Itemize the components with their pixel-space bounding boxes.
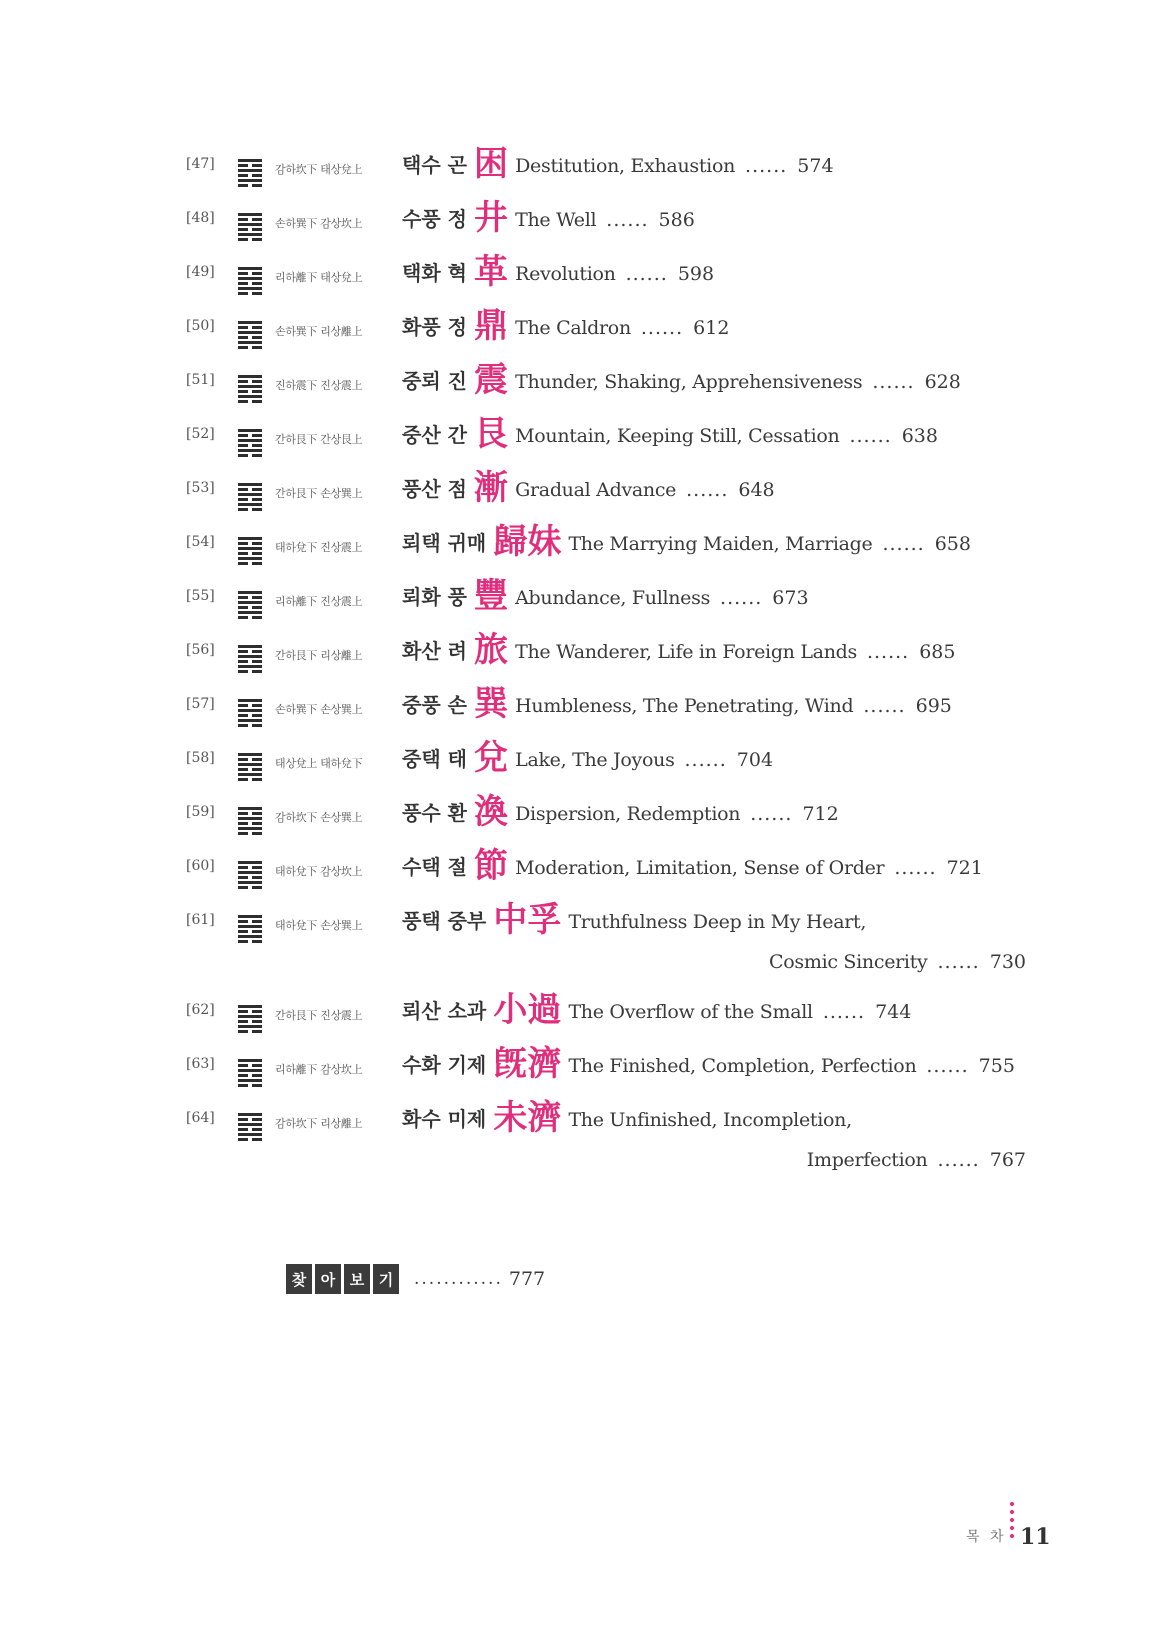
english-title: Humbleness, The Penetrating, Wind [515, 695, 854, 717]
page-number: 755 [978, 1055, 1015, 1077]
hanja-character: 豐 [474, 576, 509, 616]
trigram-label: 간하艮下 진상震上 [275, 1009, 363, 1022]
korean-name: 수화 기제 [402, 1053, 487, 1077]
english-title: The Marrying Maiden, Marriage [568, 533, 873, 555]
hexagram-icon [238, 266, 262, 296]
index-leader-dots: ............ [414, 1269, 503, 1289]
korean-name: 택수 곤 [402, 153, 467, 177]
page-number: 744 [875, 1001, 912, 1023]
korean-name: 중뢰 진 [402, 369, 467, 393]
entry-number: [60] [186, 858, 215, 874]
entry-number: [51] [186, 372, 215, 388]
page-number: 712 [802, 803, 839, 825]
english-title: Lake, The Joyous [515, 749, 675, 771]
korean-name: 뢰택 귀매 [402, 531, 487, 555]
english-title: Gradual Advance [515, 479, 677, 501]
english-title: Abundance, Fullness [515, 587, 711, 609]
leader-dots: ...... [863, 695, 906, 717]
toc-entry[interactable] [186, 1098, 1026, 1194]
korean-name: 수풍 정 [402, 207, 467, 231]
hexagram-icon [238, 1058, 262, 1088]
hanja-character: 渙 [474, 792, 509, 832]
leader-dots: ...... [926, 1055, 969, 1077]
page-number: 648 [738, 479, 775, 501]
trigram-label: 리하離下 태상兌上 [275, 271, 363, 284]
entry-number: [48] [186, 210, 215, 226]
page-number: 704 [736, 749, 774, 771]
index-char-1: 찾 [286, 1264, 312, 1294]
index-char-2: 아 [315, 1264, 341, 1294]
hexagram-icon [238, 806, 262, 836]
english-title: The Caldron [515, 317, 631, 339]
index-char-4: 기 [373, 1264, 399, 1294]
trigram-label: 감하坎下 손상巽上 [275, 811, 363, 824]
hexagram-icon [238, 860, 262, 890]
hexagram-icon [238, 1112, 262, 1142]
entry-number: [49] [186, 264, 215, 280]
toc-entry[interactable] [186, 630, 1026, 690]
hexagram-icon [238, 644, 262, 674]
hexagram-icon [238, 590, 262, 620]
entry-number: [56] [186, 642, 215, 658]
trigram-label: 태상兌上 태하兌下 [275, 757, 363, 770]
entry-number: [50] [186, 318, 215, 334]
korean-name: 뢰산 소과 [402, 999, 487, 1023]
trigram-label: 간하艮下 리상離上 [275, 649, 363, 662]
page-number: 767 [989, 1149, 1026, 1171]
trigram-label: 손하巽下 감상坎上 [275, 217, 363, 230]
trigram-label: 태하兌下 감상坎上 [275, 865, 363, 878]
english-title: The Unfinished, Incompletion, [568, 1109, 852, 1131]
hanja-character: 震 [474, 360, 509, 400]
entry-number: [54] [186, 534, 215, 550]
english-title: Thunder, Shaking, Apprehensiveness [515, 371, 863, 393]
english-title: The Wanderer, Life in Foreign Lands [515, 641, 857, 663]
entry-number: [52] [186, 426, 215, 442]
toc-entry[interactable] [186, 738, 1026, 798]
toc-entry[interactable] [186, 846, 1026, 906]
trigram-label: 감하坎下 태상兌上 [275, 163, 363, 176]
english-title: Revolution [515, 263, 616, 285]
toc-entry[interactable] [186, 198, 1026, 258]
entry-number: [47] [186, 156, 215, 172]
korean-name: 화수 미제 [402, 1107, 487, 1131]
footer-page-number: 11 [1020, 1524, 1051, 1550]
english-title: The Well [515, 209, 597, 231]
trigram-label: 감하坎下 리상離上 [275, 1117, 363, 1130]
hexagram-icon [238, 374, 262, 404]
page-number: 586 [658, 209, 695, 231]
hanja-character: 旅 [474, 630, 509, 670]
page-number: 612 [693, 317, 730, 339]
hexagram-icon [238, 698, 262, 728]
korean-name: 화풍 정 [402, 315, 467, 339]
leader-dots: ...... [894, 857, 937, 879]
page-number: 685 [919, 641, 956, 663]
english-title: Destitution, Exhaustion [515, 155, 736, 177]
entry-number: [63] [186, 1056, 215, 1072]
trigram-label: 리하離下 감상坎上 [275, 1063, 363, 1076]
entry-number: [53] [186, 480, 215, 496]
toc-entry[interactable] [186, 252, 1026, 312]
trigram-label: 진하震下 진상震上 [275, 379, 363, 392]
hanja-character: 革 [474, 252, 509, 292]
leader-dots: ...... [822, 1001, 866, 1023]
korean-name: 풍수 환 [402, 801, 467, 825]
table-of-contents [186, 144, 1026, 1194]
leader-dots: ...... [625, 263, 668, 285]
leader-dots: ...... [937, 1149, 980, 1171]
korean-name: 풍산 점 [402, 477, 467, 501]
footer-section-label: 목 차 [966, 1529, 1007, 1545]
page-number: 721 [946, 857, 983, 879]
leader-dots: ...... [640, 317, 684, 339]
trigram-label: 손하巽下 리상離上 [275, 325, 363, 338]
hanja-character: 困 [474, 144, 509, 184]
page-number: 574 [797, 155, 834, 177]
hanja-character: 旣濟 [493, 1044, 562, 1084]
korean-name: 화산 려 [402, 639, 467, 663]
trigram-label: 간하艮下 손상巽上 [275, 487, 363, 500]
korean-name: 택화 혁 [402, 261, 467, 285]
korean-name: 뢰화 풍 [402, 585, 467, 609]
toc-entry[interactable] [186, 468, 1026, 528]
leader-dots: ...... [937, 951, 980, 973]
trigram-label: 손하巽下 손상巽上 [275, 703, 363, 716]
english-title: The Finished, Completion, Perfection [568, 1055, 917, 1077]
english-title: Moderation, Limitation, Sense of Order [515, 857, 885, 879]
hanja-character: 小過 [493, 990, 562, 1030]
toc-entry[interactable] [186, 990, 1026, 1050]
korean-name: 중풍 손 [402, 693, 467, 717]
entry-number: [57] [186, 696, 215, 712]
hanja-character: 巽 [474, 684, 509, 724]
hexagram-icon [238, 536, 262, 566]
trigram-label: 간하艮下 간상艮上 [275, 433, 363, 446]
hanja-character: 未濟 [493, 1098, 562, 1138]
leader-dots: ...... [872, 371, 915, 393]
leader-dots: ...... [720, 587, 763, 609]
trigram-label: 태하兌下 손상巽上 [275, 919, 363, 932]
leader-dots: ...... [606, 209, 649, 231]
toc-entry[interactable] [186, 144, 1026, 204]
hexagram-icon [238, 212, 262, 242]
hanja-character: 節 [474, 846, 509, 886]
entry-number: [58] [186, 750, 215, 766]
leader-dots: ...... [750, 803, 793, 825]
leader-dots: ...... [866, 641, 910, 663]
page-number: 673 [772, 587, 809, 609]
page-number: 638 [901, 425, 938, 447]
hexagram-icon [238, 482, 262, 512]
toc-entry[interactable] [186, 792, 1026, 852]
leader-dots: ...... [745, 155, 788, 177]
english-title: Truthfulness Deep in My Heart, [568, 911, 867, 933]
hexagram-icon [238, 752, 262, 782]
page-number: 730 [989, 951, 1026, 973]
hanja-character: 鼎 [474, 306, 509, 346]
hanja-character: 漸 [474, 468, 509, 508]
hanja-character: 兌 [474, 738, 509, 778]
hexagram-icon [238, 428, 262, 458]
leader-dots: ...... [684, 749, 727, 771]
trigram-label: 태하兌下 진상震上 [275, 541, 363, 554]
page-number: 658 [934, 533, 971, 555]
english-title-continued: Cosmic Sincerity [769, 951, 928, 973]
korean-name: 풍택 중부 [402, 909, 487, 933]
toc-entry[interactable] [186, 360, 1026, 420]
entry-number: [62] [186, 1002, 215, 1018]
footer-dots-ornament [1010, 1502, 1014, 1542]
hanja-character: 井 [474, 198, 509, 238]
english-title: Mountain, Keeping Still, Cessation [515, 425, 840, 447]
toc-entry[interactable] [186, 414, 1026, 474]
toc-entry[interactable] [186, 306, 1026, 366]
leader-dots: ...... [849, 425, 892, 447]
entry-number: [61] [186, 912, 215, 928]
hexagram-icon [238, 158, 262, 188]
english-title: The Overflow of the Small [568, 1001, 813, 1023]
entry-number: [55] [186, 588, 215, 604]
toc-entry[interactable] [186, 1044, 1026, 1104]
hanja-character: 中孚 [493, 900, 562, 940]
korean-name: 중산 간 [402, 423, 467, 447]
korean-name: 수택 절 [402, 855, 467, 879]
hexagram-icon [238, 320, 262, 350]
english-title-continued: Imperfection [806, 1149, 928, 1171]
english-title: Dispersion, Redemption [515, 803, 741, 825]
page-number: 695 [915, 695, 952, 717]
toc-entry[interactable] [186, 522, 1026, 582]
hexagram-icon [238, 1004, 262, 1034]
korean-name: 중택 태 [402, 747, 467, 771]
leader-dots: ...... [882, 533, 925, 555]
toc-entry[interactable] [186, 684, 1026, 744]
leader-dots: ...... [686, 479, 729, 501]
index-char-3: 보 [344, 1264, 370, 1294]
entry-number: [64] [186, 1110, 215, 1126]
toc-entry[interactable] [186, 900, 1026, 996]
trigram-label: 리하離下 진상震上 [275, 595, 363, 608]
index-page-number: 777 [508, 1268, 546, 1290]
index-entry[interactable] [286, 1264, 545, 1294]
entry-number: [59] [186, 804, 215, 820]
hanja-character: 艮 [474, 414, 509, 454]
page-number: 598 [677, 263, 715, 285]
hanja-character: 歸妹 [493, 522, 562, 562]
page-number: 628 [924, 371, 961, 393]
toc-entry[interactable] [186, 576, 1026, 636]
hexagram-icon [238, 914, 262, 944]
